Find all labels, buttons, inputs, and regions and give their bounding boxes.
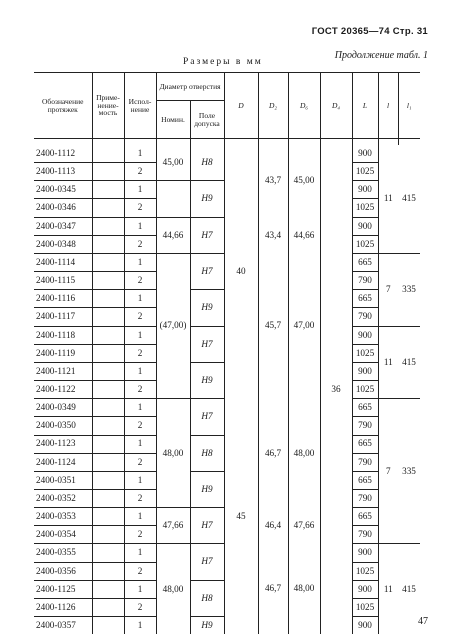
col-D4: D₄ <box>320 73 352 139</box>
l-cell: 11 <box>378 326 398 399</box>
d-cell: 45 <box>224 399 258 635</box>
application-cell <box>92 308 124 326</box>
tolerance-cell: H9 <box>190 617 224 635</box>
execution-cell: 1 <box>124 181 156 199</box>
col-D6: D₆ <box>288 73 320 139</box>
tolerance-cell: H8 <box>190 580 224 616</box>
execution-cell: 1 <box>124 435 156 453</box>
application-cell <box>92 163 124 181</box>
length-cell: 790 <box>352 272 378 290</box>
d2-cell: 45,7 <box>258 253 288 398</box>
length-cell: 665 <box>352 508 378 526</box>
application-cell <box>92 235 124 253</box>
designation-cell: 2400-1115 <box>34 272 92 290</box>
execution-cell: 2 <box>124 344 156 362</box>
application-cell <box>92 253 124 271</box>
application-cell <box>92 544 124 562</box>
tolerance-cell: H7 <box>190 326 224 362</box>
designation-cell: 2400-1124 <box>34 453 92 471</box>
execution-cell: 1 <box>124 580 156 598</box>
application-cell <box>92 562 124 580</box>
table-row <box>34 399 420 417</box>
execution-cell: 2 <box>124 489 156 507</box>
designation-cell: 2400-1119 <box>34 344 92 362</box>
col-D: D <box>224 73 258 139</box>
d4-cell: 36 <box>320 145 352 634</box>
nominal-cell: 47,66 <box>156 508 190 544</box>
application-cell <box>92 217 124 235</box>
designation-cell: 2400-1121 <box>34 362 92 380</box>
l-cell: 11 <box>383 583 393 594</box>
l-cell: 7 <box>378 399 398 544</box>
length-cell: 1025 <box>352 381 378 399</box>
application-cell <box>92 471 124 489</box>
execution-cell: 2 <box>124 163 156 181</box>
tolerance-cell: H9 <box>190 362 224 398</box>
designation-cell: 2400-1113 <box>34 163 92 181</box>
application-cell <box>92 326 124 344</box>
tolerance-cell: H8 <box>190 435 224 471</box>
execution-cell: 2 <box>124 417 156 435</box>
length-cell: 790 <box>352 308 378 326</box>
l1-cell: 415 <box>398 145 420 253</box>
execution-cell: 1 <box>124 362 156 380</box>
l-cell: 11 <box>378 145 398 253</box>
nominal-cell: 48,00 <box>156 399 190 508</box>
execution-cell: 2 <box>124 308 156 326</box>
length-cell: 1025 <box>352 199 378 217</box>
designation-cell: 2400-0352 <box>34 489 92 507</box>
l-cell: 7 <box>378 253 398 326</box>
tolerance-cell: H9 <box>190 181 224 217</box>
l1-cell: 335 <box>398 399 420 544</box>
designation-cell: 2400-0347 <box>34 217 92 235</box>
length-cell: 900 <box>352 326 378 344</box>
tolerance-cell: H8 <box>190 145 224 181</box>
application-cell <box>92 453 124 471</box>
d2-cell: 46,4 <box>258 508 288 544</box>
application-cell <box>92 181 124 199</box>
designation-cell: 2400-0345 <box>34 181 92 199</box>
nominal-cell: 48,00 <box>156 544 190 634</box>
application-cell <box>92 526 124 544</box>
length-cell: 900 <box>352 217 378 235</box>
execution-cell: 2 <box>124 199 156 217</box>
length-cell: 790 <box>352 453 378 471</box>
dimensions-table <box>34 72 420 634</box>
col-D2: D₂ <box>258 73 288 139</box>
execution-cell: 1 <box>124 217 156 235</box>
execution-cell: 1 <box>124 253 156 271</box>
execution-cell: 1 <box>124 617 156 635</box>
designation-cell: 2400-1126 <box>34 598 92 616</box>
length-cell: 900 <box>352 145 378 163</box>
application-cell <box>92 399 124 417</box>
application-cell <box>92 344 124 362</box>
d-cell: 40 <box>224 145 258 399</box>
col-tolerance: Поле допуска <box>190 101 224 139</box>
designation-cell: 2400-0348 <box>34 235 92 253</box>
length-cell: 665 <box>352 253 378 271</box>
execution-cell: 1 <box>124 145 156 163</box>
page-number: 47 <box>418 616 428 627</box>
d6-cell: 48,00 <box>288 399 320 508</box>
application-cell <box>92 199 124 217</box>
length-cell: 900 <box>352 617 378 635</box>
execution-cell: 1 <box>124 290 156 308</box>
application-cell <box>92 435 124 453</box>
d6-cell: 44,66 <box>288 217 320 253</box>
tolerance-cell: H7 <box>190 253 224 289</box>
designation-cell: 2400-0349 <box>34 399 92 417</box>
application-cell <box>92 417 124 435</box>
sizes-title: Размеры в мм <box>183 57 263 67</box>
designation-cell: 2400-1118 <box>34 326 92 344</box>
execution-cell: 2 <box>124 526 156 544</box>
length-cell: 790 <box>352 417 378 435</box>
designation-cell: 2400-0353 <box>34 508 92 526</box>
designation-cell: 2400-1123 <box>34 435 92 453</box>
designation-cell: 2400-0346 <box>34 199 92 217</box>
d2-cell: 46,7 <box>258 544 288 634</box>
application-cell <box>92 489 124 507</box>
designation-cell: 2400-0351 <box>34 471 92 489</box>
col-application: Приме- нение- мость <box>92 73 124 139</box>
d2-cell: 43,7 <box>258 145 288 217</box>
designation-cell: 2400-1116 <box>34 290 92 308</box>
application-cell <box>92 381 124 399</box>
length-cell: 900 <box>352 362 378 380</box>
execution-cell: 2 <box>124 562 156 580</box>
execution-cell: 1 <box>124 399 156 417</box>
tolerance-cell: H7 <box>190 217 224 253</box>
length-cell: 1025 <box>352 163 378 181</box>
nominal-cell: 45,00 <box>156 145 190 181</box>
execution-cell: 1 <box>124 471 156 489</box>
designation-cell: 2400-1114 <box>34 253 92 271</box>
d6-cell: 48,00 <box>288 544 320 634</box>
application-cell <box>92 290 124 308</box>
nominal-cell: 44,66 <box>156 217 190 253</box>
application-cell <box>92 145 124 163</box>
length-cell: 900 <box>352 181 378 199</box>
designation-cell: 2400-0356 <box>34 562 92 580</box>
execution-cell: 2 <box>124 235 156 253</box>
length-cell: 665 <box>352 290 378 308</box>
designation-cell: 2400-0350 <box>34 417 92 435</box>
col-hole-diameter: Диаметр отверстия <box>156 73 224 101</box>
d6-cell: 47,66 <box>288 508 320 544</box>
d6-cell: 45,00 <box>288 145 320 217</box>
col-l: l <box>378 73 398 139</box>
d2-cell: 46,7 <box>258 399 288 508</box>
designation-cell: 2400-0355 <box>34 544 92 562</box>
l1-cell: 335 <box>398 253 420 326</box>
length-cell: 790 <box>352 489 378 507</box>
application-cell <box>92 508 124 526</box>
tolerance-cell: H9 <box>190 290 224 326</box>
d2-cell: 43,4 <box>258 217 288 253</box>
col-L: L <box>352 73 378 139</box>
designation-cell: 2400-1117 <box>34 308 92 326</box>
tolerance-cell: H7 <box>190 544 224 580</box>
col-l1: l₁ <box>398 73 420 139</box>
application-cell <box>92 617 124 635</box>
col-execution: Испол- нение <box>124 73 156 139</box>
length-cell: 665 <box>352 435 378 453</box>
execution-cell: 1 <box>124 326 156 344</box>
tolerance-cell: H7 <box>190 399 224 435</box>
length-cell: 900 <box>352 580 378 598</box>
execution-cell: 1 <box>124 508 156 526</box>
execution-cell: 2 <box>124 381 156 399</box>
continuation-label: Продолжение табл. 1 <box>334 50 428 61</box>
execution-cell: 1 <box>124 544 156 562</box>
col-nominal: Номин. <box>156 101 190 139</box>
l1-cell: 415 <box>398 326 420 399</box>
length-cell: 1025 <box>352 344 378 362</box>
length-cell: 665 <box>352 471 378 489</box>
length-cell: 790 <box>352 526 378 544</box>
l1-cell: 415 <box>402 583 416 594</box>
length-cell: 665 <box>352 399 378 417</box>
designation-cell: 2400-1125 <box>34 580 92 598</box>
tolerance-cell: H7 <box>190 508 224 544</box>
nominal-cell <box>156 181 190 217</box>
designation-cell: 2400-1122 <box>34 381 92 399</box>
length-cell: 1025 <box>352 598 378 616</box>
standard-header: ГОСТ 20365—74 Стр. 31 <box>311 26 428 37</box>
tolerance-cell: H9 <box>190 471 224 507</box>
col-designation: Обозначение протяжек <box>34 73 92 139</box>
nominal-cell: (47,00) <box>156 253 190 398</box>
d6-cell: 47,00 <box>288 253 320 398</box>
application-cell <box>92 580 124 598</box>
table-row <box>34 145 420 163</box>
execution-cell: 2 <box>124 453 156 471</box>
application-cell <box>92 362 124 380</box>
application-cell <box>92 598 124 616</box>
designation-cell: 2400-1112 <box>34 145 92 163</box>
designation-cell: 2400-0357 <box>36 620 76 631</box>
application-cell <box>92 272 124 290</box>
length-cell: 1025 <box>352 235 378 253</box>
execution-cell: 2 <box>124 598 156 616</box>
designation-cell: 2400-0354 <box>34 526 92 544</box>
length-cell: 1025 <box>352 562 378 580</box>
length-cell: 900 <box>352 544 378 562</box>
execution-cell: 2 <box>124 272 156 290</box>
